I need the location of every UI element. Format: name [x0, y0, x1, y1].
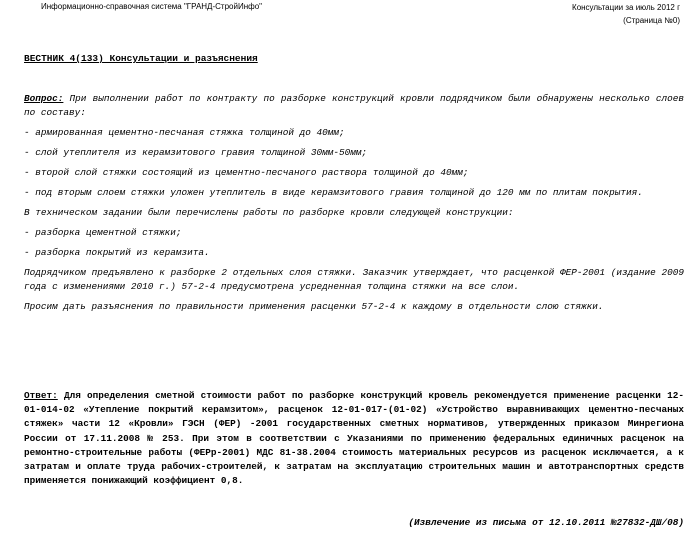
- request-paragraph: Просим дать разъяснения по правильности применения расценки 57-2-4 к каждому в отдельности слою стяжки.: [24, 301, 604, 312]
- doc-title: ВЕСТНИК 4(133) Консультации и разъяснения: [24, 53, 258, 64]
- task-item: - разборка цементной стяжки;: [24, 227, 182, 238]
- source-note: (Извлечение из письма от 12.10.2011 №27832-ДШ/08): [408, 517, 684, 528]
- question-label: Вопрос:: [24, 93, 64, 104]
- system-name: Информационно-справочная система "ГРАНД-СтройИнфо": [41, 2, 262, 11]
- consult-date: Консультации за июль 2012 г: [572, 3, 680, 12]
- question-intro-text: При выполнении работ по контракту по разборке конструкций кровли подрядчиком были обнаружены несколько слоев по составу:: [24, 93, 684, 118]
- answer-label: Ответ:: [24, 390, 58, 401]
- layer-item: - второй слой стяжки состоящий из цементно-песчаного раствора толщиной до 40мм;: [24, 167, 469, 178]
- layer-item: - слой утеплителя из керамзитового гравия толщиной 30мм-50мм;: [24, 147, 368, 158]
- page-label: (Страница №0): [623, 15, 680, 25]
- question-block: [24, 92, 684, 320]
- header-right: [572, 2, 680, 27]
- page-header: [0, 0, 697, 26]
- answer-paragraph: [24, 389, 684, 488]
- task-item: - разборка покрытий из керамзита.: [24, 247, 210, 258]
- task-intro: В техническом задании были перечислены работы по разборке кровли следующей конструкции:: [24, 207, 514, 218]
- answer-block: [24, 389, 684, 488]
- layer-item: - под вторым слоем стяжки уложен утеплитель в виде керамзитового гравия толщиной до 120 мм по плитам покрытия.: [24, 187, 643, 198]
- question-intro: [24, 92, 684, 120]
- layer-item: - армированная цементно-песчаная стяжка толщиной до 40мм;: [24, 127, 345, 138]
- answer-text: Для определения сметной стоимости работ по разборке конструкций кровель рекомендуется применение расценки 12-01-014-02 «Утепление покрытий керамзитом», расценок 12-01-017-(01-02) «Устройство выравнивающих цементно-песчаных стяжек» части 12 «Кровли» ГЭСН (ФЕР) -2001 государственных сметных нормативов, утвержденных приказом Минрегиона России от 17.11.2008 № 253. При этом в соответствии с Указаниями по применению федеральных единичных расценок на ремонтно-строительные работы (ФЕРр-2001) МДС 81-38.2004 стоимость материальных ресурсов из расценок исключается, а к затратам и оплате труда рабочих-строителей, к затратам на эксплуатацию строительных машин и автотранспортных средств применяется понижающий коэффициент 0,8.: [24, 390, 684, 487]
- claim-paragraph: Подрядчиком предъявлено к разборке 2 отдельных слоя стяжки. Заказчик утверждает, что расценкой ФЕР-2001 (издание 2009 года с изменениями 2010 г.) 57-2-4 предусмотрена усредненная толщина стяжки на все слои.: [24, 267, 684, 292]
